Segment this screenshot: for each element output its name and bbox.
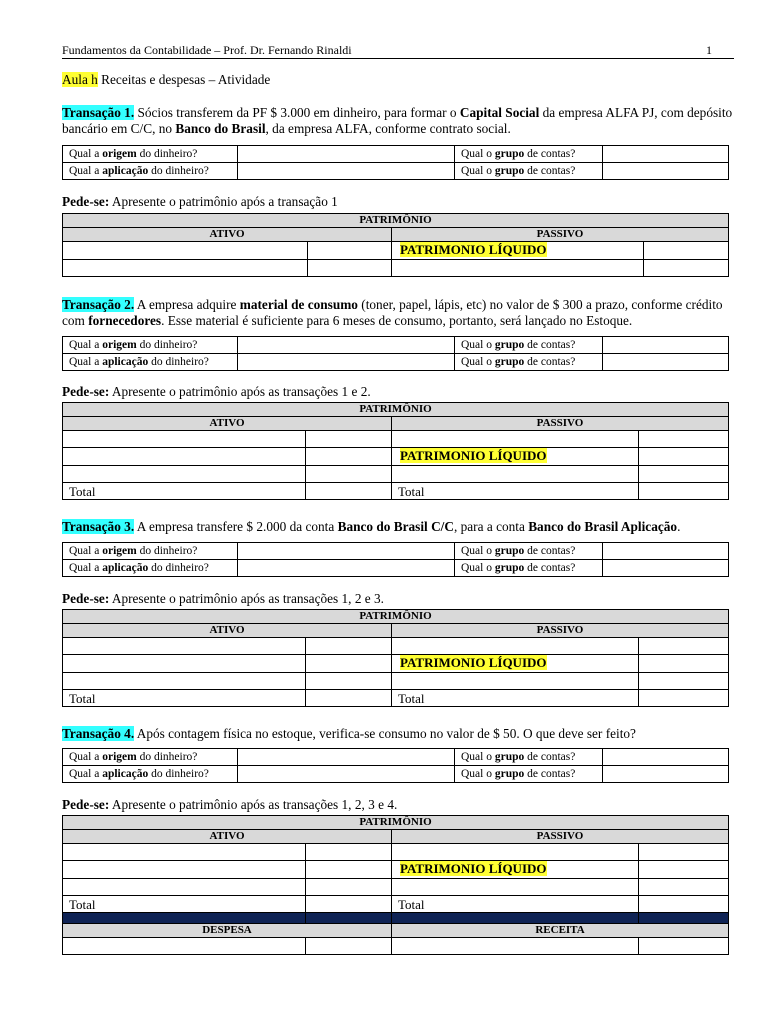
question-table-1 [62, 145, 729, 180]
patrimonio-header: PATRIMÔNIO [63, 214, 729, 228]
patrimonio-header: PATRIMÔNIO [63, 403, 729, 417]
patrimonio-table-3 [62, 609, 729, 707]
grupo-answer[interactable] [603, 337, 729, 354]
pl-label: PATRIMONIO LÍQUIDO [400, 448, 547, 463]
pede-se-4: Pede-se: Apresente o patrimônio após as transações 1, 2, 3 e 4. [62, 797, 398, 812]
total-passivo: Total [392, 690, 639, 707]
grupo-question: Qual o grupo de contas? [455, 560, 603, 577]
grupo-question: Qual o grupo de contas? [455, 146, 603, 163]
grupo-question: Qual o grupo de contas? [455, 766, 603, 783]
transaction-4-label: Transação 4. [62, 726, 135, 741]
header-title: Fundamentos da Contabilidade – Prof. Dr. Fernando Rinaldi [62, 43, 352, 57]
origem-answer[interactable] [238, 146, 455, 163]
origem-question: Qual a origem do dinheiro? [63, 543, 238, 560]
total-passivo: Total [392, 896, 639, 913]
despesa-header: DESPESA [63, 924, 392, 938]
question-table-2 [62, 336, 729, 371]
ativo-header: ATIVO [63, 417, 392, 431]
transaction-3-text: Transação 3. A empresa transfere $ 2.000 da conta Banco do Brasil C/C, para a conta Banco do Brasil Aplicação. [62, 519, 681, 534]
grupo-answer[interactable] [603, 543, 729, 560]
aplicacao-answer[interactable] [238, 560, 455, 577]
pl-label: PATRIMONIO LÍQUIDO [400, 861, 547, 876]
transaction-2-label: Transação 2. [62, 297, 135, 312]
grupo-question: Qual o grupo de contas? [455, 163, 603, 180]
ativo-header: ATIVO [63, 830, 392, 844]
grupo-answer[interactable] [603, 766, 729, 783]
aplicacao-question: Qual a aplicação do dinheiro? [63, 560, 238, 577]
grupo-question: Qual o grupo de contas? [455, 337, 603, 354]
patrimonio-table-1 [62, 213, 729, 277]
origem-answer[interactable] [238, 543, 455, 560]
grupo-answer[interactable] [603, 354, 729, 371]
passivo-header: PASSIVO [392, 228, 729, 242]
aplicacao-question: Qual a aplicação do dinheiro? [63, 766, 238, 783]
grupo-question: Qual o grupo de contas? [455, 749, 603, 766]
grupo-question: Qual o grupo de contas? [455, 354, 603, 371]
total-ativo: Total [63, 896, 306, 913]
aplicacao-question: Qual a aplicação do dinheiro? [63, 354, 238, 371]
pede-se-2: Pede-se: Apresente o patrimônio após as transações 1 e 2. [62, 384, 371, 399]
ativo-header: ATIVO [63, 228, 392, 242]
passivo-header: PASSIVO [392, 417, 729, 431]
page-number: 1 [706, 43, 712, 57]
question-table-4 [62, 748, 729, 783]
lesson-label: Aula h [62, 72, 98, 87]
receita-header: RECEITA [392, 924, 729, 938]
aplicacao-answer[interactable] [238, 766, 455, 783]
grupo-answer[interactable] [603, 146, 729, 163]
origem-question: Qual a origem do dinheiro? [63, 749, 238, 766]
total-ativo: Total [63, 483, 306, 500]
passivo-header: PASSIVO [392, 624, 729, 638]
aplicacao-answer[interactable] [238, 163, 455, 180]
aplicacao-answer[interactable] [238, 354, 455, 371]
ativo-header: ATIVO [63, 624, 392, 638]
origem-question: Qual a origem do dinheiro? [63, 337, 238, 354]
grupo-answer[interactable] [603, 163, 729, 180]
lesson-title: Aula h Receitas e despesas – Atividade [62, 72, 271, 87]
pede-se-3: Pede-se: Apresente o patrimônio após as transações 1, 2 e 3. [62, 591, 384, 606]
total-passivo: Total [392, 483, 639, 500]
grupo-answer[interactable] [603, 749, 729, 766]
total-ativo: Total [63, 690, 306, 707]
grupo-answer[interactable] [603, 560, 729, 577]
transaction-1-label: Transação 1. [62, 105, 135, 120]
transaction-1-text: Transação 1. Sócios transferem da PF $ 3.000 em dinheiro, para formar o Capital Social da empresa ALFA PJ, com depósito bancário em C/C, no Banco do Brasil, da empresa ALFA, conforme contrato social. [62, 105, 733, 136]
transaction-4-text: Transação 4. Após contagem física no estoque, verifica-se consumo no valor de $ 50. O que deve ser feito? [62, 726, 636, 741]
pede-se-1: Pede-se: Apresente o patrimônio após a transação 1 [62, 194, 338, 209]
patrimonio-header: PATRIMÔNIO [63, 816, 729, 830]
origem-question: Qual a origem do dinheiro? [63, 146, 238, 163]
origem-answer[interactable] [238, 337, 455, 354]
patrimonio-header: PATRIMÔNIO [63, 610, 729, 624]
pl-label: PATRIMONIO LÍQUIDO [400, 242, 547, 257]
page-header [62, 43, 734, 59]
passivo-header: PASSIVO [392, 830, 729, 844]
patrimonio-table-4 [62, 815, 729, 955]
transaction-3-label: Transação 3. [62, 519, 135, 534]
aplicacao-question: Qual a aplicação do dinheiro? [63, 163, 238, 180]
transaction-2-text: Transação 2. A empresa adquire material de consumo (toner, papel, lápis, etc) no valor de $ 300 a prazo, conforme crédito com fornecedores. Esse material é suficiente para 6 meses de consumo, portanto, será lançado no Estoque. [62, 297, 723, 328]
pl-label: PATRIMONIO LÍQUIDO [400, 655, 547, 670]
patrimonio-table-2 [62, 402, 729, 500]
origem-answer[interactable] [238, 749, 455, 766]
question-table-3 [62, 542, 729, 577]
grupo-question: Qual o grupo de contas? [455, 543, 603, 560]
